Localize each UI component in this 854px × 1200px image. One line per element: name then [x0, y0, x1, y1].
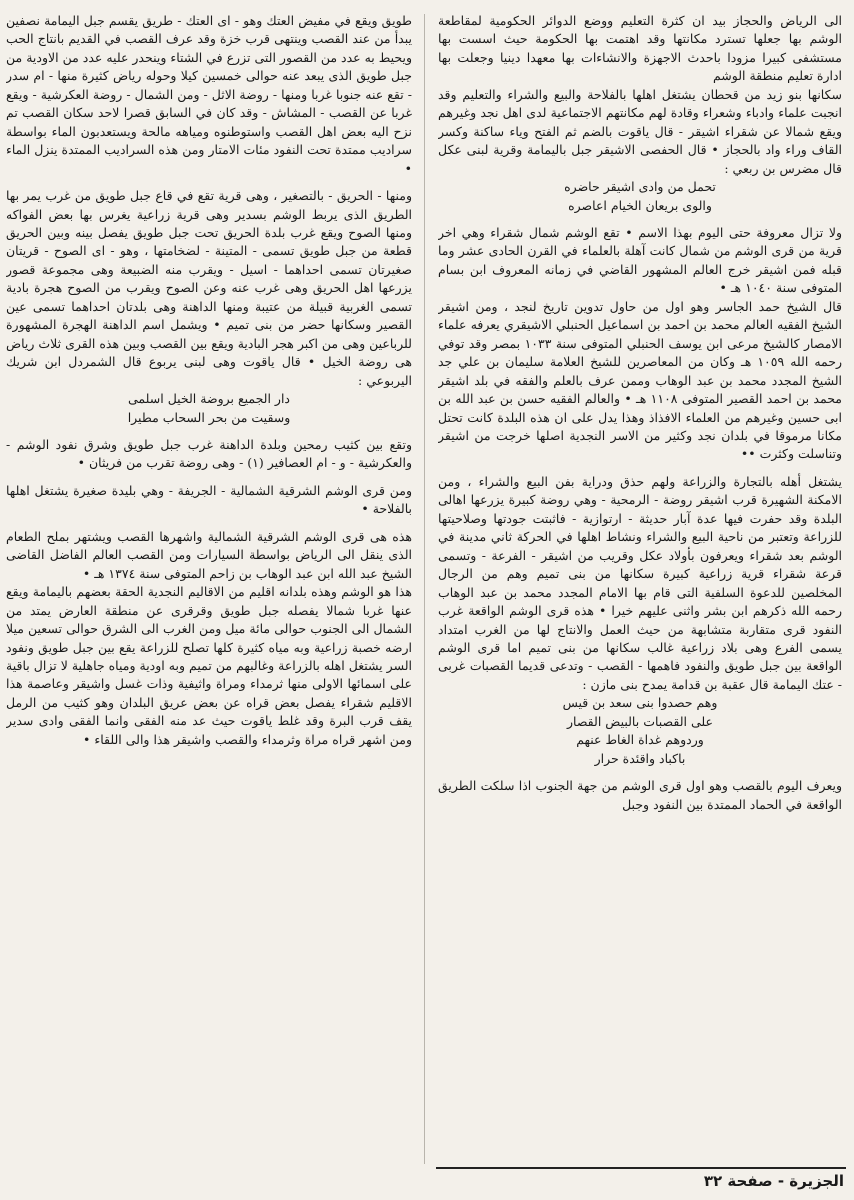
paragraph: الى الرياض والحجاز بيد ان كثرة التعليم ووضع الدوائر الحكومية لمقاطعة الوشم بها جعلها تسترد مكانتها وقد اهتمت بها الحكومة حيث اسست بها مستشفى كبيرا مزودا باحدث الاجهزة والانشاءات بها معهدا دينيا وجعلت بها ادارة تعليم منطقة الوشم	[438, 13, 842, 84]
poem-verse: على القصبات بالبيض القصار	[567, 713, 713, 729]
paragraph: قال الشيخ حمد الجاسر وهو اول من حاول تدوين تاريخ لنجد ، ومن اشيقر الشيخ الفقيه العالم محمد بن احمد بن اسماعيل الحنبلي الاشيقري يعرفه علماء الامصار كالشيخ مرعى ابن يوسف الحنبلي المتوفى سنة ١٠٣٣ بمصر وقد توفي رحمه الله ١٠٥٩ هـ وكان من المعاصرين للشيخ العلامة سليمان بن علي جد الشيخ المجدد محمد بن عبد الوهاب وممن عرف بالعلم والفقه في بلد اشيقر محمد بن احمد القصير المتوفى ١١٠٨ هـ • والعالم الفقيه حسن بن عبد الله بن ابى حسين وغيرهم من العلماء الافذاذ وهذا يدل على ان هذه البلدة كانت تحتل مكانا مرموقا في بلدان نجد وكثير من الاسر النجدية اصلها خرجت من اشيقر وتناسلت وكثرت ••	[438, 298, 842, 462]
page-footer: الجزيرة - صفحة ٣٢	[703, 1172, 844, 1190]
paragraph: طويق ويقع في مفيض العتك وهو - اى العتك - طريق يقسم جبل اليمامة نصفين يبدأ من عند القصب وينتهى قرب خزة وقد عرف القصب في القديم بانتاج الحب ويحيط به عدد من القصور التى تزرع في الشتاء وينحدر عليه عدد من الاودية من جبل طويق الذى يبعد عنه حوالى خمسين كيلا وحوله رياض كثيرة منها - ام سدر - تقع عنه جنوبا غربا ومنها - روضة الاثل - ومن الشمال - روضة العكرشية - ويقع غربا عن القصب - المشاش - وقد كان في السابق قصرا لاحد سكان القصب تم نزح اليه بعض اهل القصب واستوطنوه ومياهه مالحة ويستعدبون الماء بواسطة سراديب ممتدة تحت النفود مئات الامتار ومن هذه السراديب الممتدة ينزل الماء •	[6, 13, 412, 176]
footer-rule	[436, 1167, 846, 1169]
poem-verse: باكباد واقئدة حرار	[594, 750, 686, 766]
paragraph: هذا هو الوشم وهذه بلدانه اقليم من الاقاليم النجدية الحقة بعضهم باليمامة ويقع عنها غربا شمالا يفصله جبل طويق وقرقرى عن منطقة العارض يمتد من الشمال الى الجنوب حوالى مائة ميل ومن الغرب الى الشرق حوالى تسعين ميلا ارضه خصبة زراعية وبه مياه كثيرة كلها تصلح للزراعة يقع بين جبل طويق ونفود السر يشتغل اهله بالزراعة وغالبهم من تميم وبه اودية ومياه جاهلية لا تزال باقية على اسمائها الاولى منها ثرمداء ومراة واثيفية وذات غسل واشيقر وعاصمة هذا الاقليم شقراء يفصل بعض قراه عن بعض عريق البلدان وهو كثيب من الرمل يقف قرب البرة وقد غلط ياقوت حيث عد منه الفقى وانما الفقى وادى سدير ومن اشهر قراه مراة وثرمداء والقصب واشيقر هذا والى اللقاء •	[6, 584, 412, 747]
paragraph: هذه هى قرى الوشم الشرقية الشمالية واشهرها القصب ويشتهر بملح الطعام الذى ينقل الى الرياض بواسطة السيارات ومن القصب العالم الفاضل القاضى الشيخ عبد الله ابن عبد الوهاب بن زاحم المتوفى سنة ١٣٧٤ هـ •	[6, 528, 412, 581]
poem-verse: تحمل من وادى اشيقر حاضره	[564, 179, 716, 195]
poem-verse: وسقيت من بحر السحاب مطيرا	[127, 409, 291, 425]
paragraph: ويعرف اليوم بالقصب وهو اول قرى الوشم من جهة الجنوب اذا سلكت الطريق الواقعة في الحماد الممتدة بين النفود وجبل	[438, 778, 842, 812]
paragraph: ولا تزال معروفة حتى اليوم بهذا الاسم • تقع الوشم شمال شقراء وهي اخر قرية من قرى الوشم من شمال كانت آهلة بالعلماء في القرن الحادى عشر وما قبله فمن اشيقر خرج العالم المشهور القاضي في زمانه المعروف ابن بسام المتوفى سنة ١٠٤٠ هـ •	[438, 224, 842, 296]
paragraph: وتقع بين كثيب رمحين وبلدة الداهنة غرب جبل طويق وشرق نفود الوشم - والعكرشية - و - ام العصافير (١) - وهى روضة تقرب من فريثان •	[6, 436, 412, 471]
left-text-column	[6, 12, 412, 1160]
poem-verse: دار الجميع بروضة الخيل اسلمى	[127, 391, 291, 407]
column-divider	[424, 14, 425, 1164]
poem-verse: وردوهم غداة الغاط عنهم	[576, 732, 704, 748]
paragraph: ومنها - الحريق - بالتصغير ، وهى قرية تقع في قاع جبل طويق من غرب يمر بها الطريق الذى يربط الوشم بسدير وهى قرية زراعية يغرس بها بعض الفواكه ومنها الصوح ويقع غرب بلدة الحريق تحت جبل طويق يفصل بينه وبين الحريق قطعة من جبل طويق تسمى - المتينة - لضخامتها ، وهو - اى الصوح - قريتان صغيرتان تسمى احداهما - اسيل - ويقرب منه الضبيعة وهى مجموعة قصور يزرعها اهل الحريق وهى غرب عنه وعن الصوح ويقرب من الصوح هجرة بادية تسمى الغربية قبيلة من عتيبة ومنها الداهنة وهى بلدتان احداهما تسمى عين القصير وسكانها حضر من بنى تميم • ويشمل اسم الداهنة الهجرة المشهورة للرباعين وهى من اكبر هجر البادية ويقع بين القصب وبين هذه القرى ثلاث رياض هى روضة الخيل • قال ياقوت وهى لبنى يربوع قال الشمردل ابن شريك اليربوعي :	[6, 188, 412, 388]
paragraph: يشتغل أهله بالتجارة والزراعة ولهم حذق ودراية بفن البيع والشراء ، ومن الامكنة الشهيرة قرب اشيقر روضة - الرمحية - وهي روضة كبيرة يزرعها اهالى البلدة وقد حفرت فيها عدة آبار حديثة - ارتوازية - فاثبتت جودتها وصلاحيتها للزراعة وتعتبر من ناحية البيع والشراء ونشاط اهلها في الحركة ثاني مدينة في الوشم بعد شقراء ويعرفون بأولاد عكل وقريب من اشيقر - الفرعة - وتسمى قرعة شقراء قرية زراعية كبيرة سكانها من بنى تميم وهم من الرجال المخلصين للدعوة السلفية التى قام بها الامام المجدد محمد بن عبد الوهاب رحمه الله ذكرهم ابن بشر واثنى عليهم خيرا • هذه قرى الوشم الواقعة غرب النفود قرى متقاربة متشابهة من حيث العمل والانتاج لها من الغرب امتداد يسمى الفرع وهى بلاد زراعية غالب سكانها من بنى تميم اما قرى الوشم الواقعة بين جبل طويق والنفود فاهمها - القصب - وتدعى قديما القصبات غربى - عتك اليمامة قال عقبة بن قدامة يمدح بنى مازن :	[438, 473, 842, 692]
paragraph: سكانها بنو زيد من قحطان يشتغل اهلها بالفلاحة والبيع والشراء والتعليم وقد انجبت علماء وادباء وشعراء وقادة لهم مكانتهم الاجتماعية لدى اهل نجد وغيرهم ويقع شمالا عن شقراء اشيقر - قال ياقوت بالضم ثم الفتح وياء ساكنة وكسر القاف وراء واد بالحجاز • قال الحفصى الاشيقر جبل باليمامة وقرية لبنى عكل قال مضرس بن ربعي :	[438, 86, 842, 176]
right-text-column	[438, 12, 842, 1160]
paragraph: ومن قرى الوشم الشرقية الشمالية - الجريفة - وهي بليدة صغيرة يشتغل اهلها بالفلاحة •	[6, 482, 412, 517]
poem-verse: والوى بريعان الخيام اعاصره	[568, 197, 712, 213]
poem-verse: وهم حصدوا بنى سعد بن قيس	[562, 695, 718, 711]
